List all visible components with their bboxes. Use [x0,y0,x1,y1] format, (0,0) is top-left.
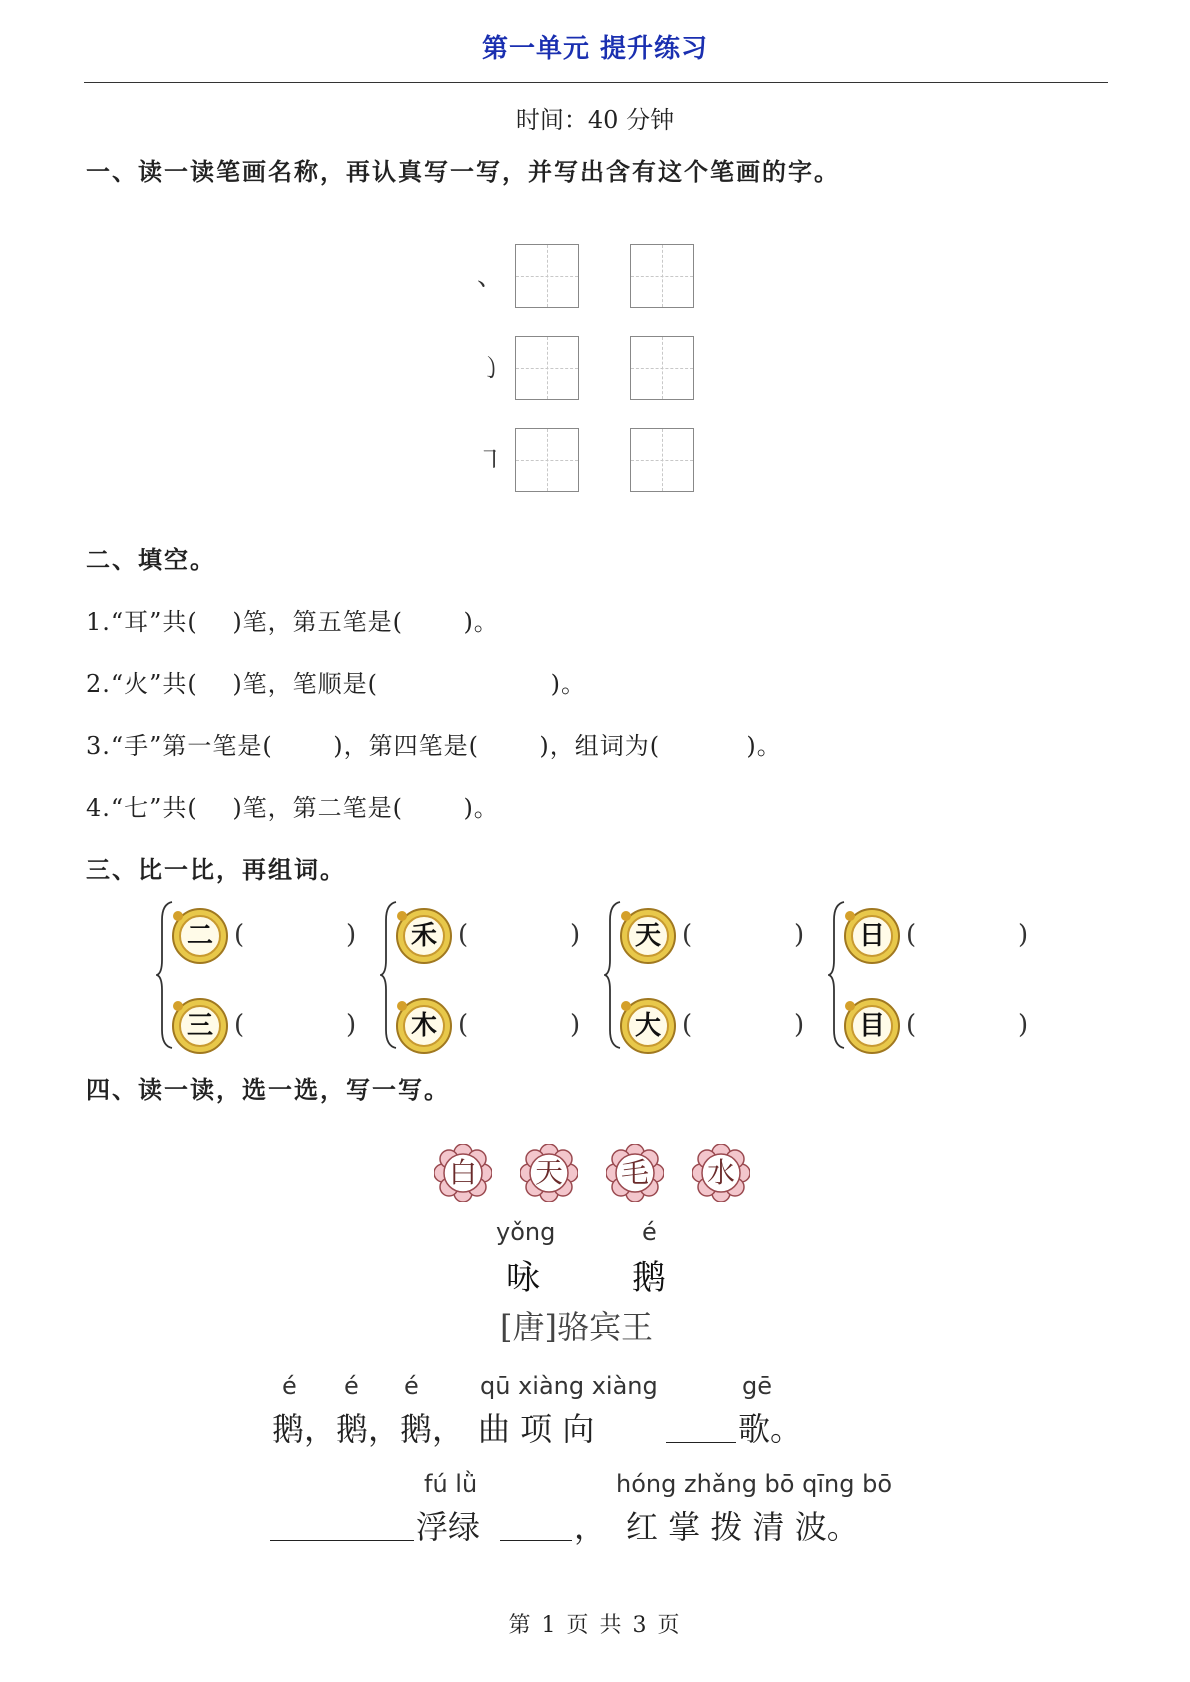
paren-open: ( [682,920,693,950]
paren-close: ) [346,1010,357,1040]
option-char: 白 [448,1156,477,1189]
poem-title-char: 咏 [506,1258,540,1298]
compare-char: 二 [186,921,213,951]
line2-pinyin: fú lǜ [424,1470,478,1498]
page-number: 第 1 页 共 3 页 [508,1613,682,1638]
poem-title-char: 鹅 [632,1258,666,1298]
compare-char: 目 [858,1011,885,1041]
poem-line1-part: 歌。 [738,1410,803,1448]
time-limit: 时间：40 分钟 [515,106,675,134]
stroke-wangou: ㇁ [476,354,503,384]
poem-author: [唐]骆宾王 [500,1308,653,1346]
answer-blank[interactable] [666,1442,736,1443]
line1-pinyin: gē [742,1372,772,1400]
line2-pinyin: hóng zhǎng bō qīng bō [616,1470,892,1498]
title-pinyin: é [642,1218,657,1246]
writing-box[interactable] [515,244,579,308]
section3-heading: 三、比一比，再组词。 [86,856,346,884]
writing-box[interactable] [630,336,694,400]
compare-char: 三 [186,1011,213,1041]
fill-item-4: 4.“七”共( )笔，第二笔是( )。 [86,794,499,822]
section2-heading: 二、填空。 [86,546,216,574]
stroke-hengzhe: ㇕ [476,446,503,476]
title-pinyin: yǒng [496,1218,556,1246]
paren-open: ( [906,1010,917,1040]
writing-box[interactable] [515,336,579,400]
fill-item-3: 3.“手”第一笔是( )，第四笔是( )，组词为( )。 [86,732,782,760]
paren-open: ( [234,920,245,950]
paren-close: ) [1018,1010,1029,1040]
paren-close: ) [346,920,357,950]
stroke-dian: 、 [476,262,503,292]
compare-char: 木 [410,1011,437,1041]
poem-line1-part: 曲 项 向 [478,1410,595,1448]
paren-close: ) [1018,920,1029,950]
paren-open: ( [906,920,917,950]
line1-pinyin: qū xiàng xiàng [480,1372,658,1400]
paren-close: ) [794,1010,805,1040]
compare-char: 天 [634,921,661,951]
poem-line2-part: 红 掌 拨 清 波。 [626,1508,859,1546]
poem-line2-part: ， [574,1508,607,1546]
paren-open: ( [458,920,469,950]
paren-close: ) [570,920,581,950]
fill-item-2: 2.“火”共( )笔，笔顺是( )。 [86,670,586,698]
compare-char: 日 [858,921,885,951]
writing-box[interactable] [630,428,694,492]
line1-pinyin: é [404,1372,419,1400]
paren-open: ( [458,1010,469,1040]
writing-box[interactable] [630,244,694,308]
header-divider [84,82,1108,83]
poem-line1-part: 鹅，鹅，鹅， [272,1410,465,1448]
line1-pinyin: é [344,1372,359,1400]
fill-item-1: 1.“耳”共( )笔，第五笔是( )。 [86,608,499,636]
paren-open: ( [682,1010,693,1040]
paren-close: ) [794,920,805,950]
writing-box[interactable] [515,428,579,492]
section4-heading: 四、读一读，选一选，写一写。 [86,1076,450,1104]
line1-pinyin: é [282,1372,297,1400]
answer-blank[interactable] [270,1540,414,1541]
section1-heading: 一、读一读笔画名称，再认真写一写，并写出含有这个笔画的字。 [86,158,840,186]
option-char: 天 [534,1156,563,1189]
poem-line2-part: 浮绿 [416,1508,481,1546]
paren-open: ( [234,1010,245,1040]
compare-char: 大 [634,1011,661,1041]
option-char: 毛 [620,1156,649,1189]
compare-char: 禾 [410,921,437,951]
page-title: 第一单元 提升练习 [481,34,709,64]
paren-close: ) [570,1010,581,1040]
answer-blank[interactable] [500,1540,572,1541]
option-char: 水 [706,1156,735,1189]
